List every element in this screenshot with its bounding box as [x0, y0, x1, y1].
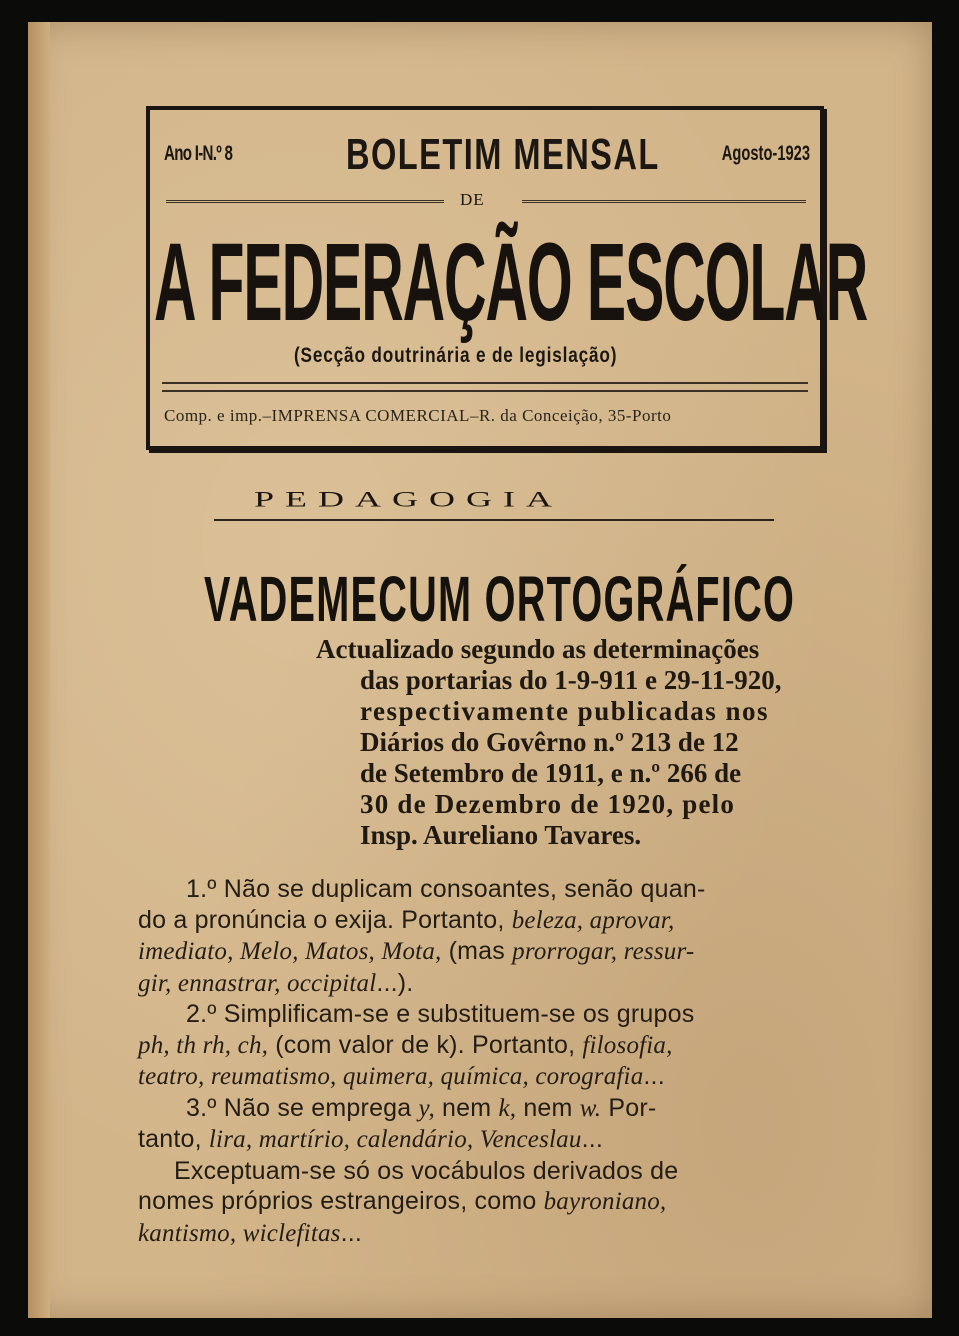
- subtitle-line: Diários do Govêrno n.º 213 de 12: [360, 727, 739, 757]
- rule-example: k,: [498, 1094, 517, 1122]
- section-underline: [214, 519, 774, 521]
- rule-example: gir, ennastrar, occipital: [138, 969, 377, 997]
- rule-text: tanto,: [138, 1125, 209, 1153]
- article-subtitle: [316, 634, 836, 851]
- rule-text: Simplificam-se e substituem-se os grupos: [223, 1000, 695, 1028]
- subtitle-line: das portarias do 1-9-911 e 29-11-920,: [360, 665, 782, 695]
- rule-number: 2.º: [186, 1000, 217, 1028]
- rule-example: w.: [579, 1094, 602, 1122]
- rule-number: 1.º: [186, 875, 217, 903]
- publication-name: A FEDERAÇÃO ESCOLAR: [154, 221, 868, 344]
- rule-1-line: [138, 874, 838, 905]
- rule-text: ...).: [376, 968, 414, 997]
- rule-2-line: [138, 1061, 838, 1093]
- rule-example: y,: [418, 1094, 435, 1122]
- rule-example: kantismo, wiclefitas: [138, 1219, 341, 1247]
- document-page: [28, 22, 932, 1318]
- section-heading: PEDAGOGIA: [254, 486, 563, 512]
- rule-example: imediato, Melo, Matos, Mota,: [138, 938, 442, 965]
- issue-number: Ano I-N.º 8: [164, 142, 233, 165]
- subtitle-line: respectivamente publicadas nos: [360, 696, 770, 726]
- exception-line: [138, 1218, 838, 1250]
- rule-text: (com valor de k). Portanto,: [268, 1030, 583, 1059]
- exception-line: [138, 1186, 838, 1218]
- rule-text: ...: [643, 1062, 665, 1090]
- rule-1-line: [138, 936, 838, 968]
- rule-example: filosofia,: [582, 1031, 673, 1059]
- subtitle-line: Actualizado segundo as determinações: [316, 634, 760, 664]
- rule-text: nomes próprios estrangeiros, como: [138, 1187, 544, 1215]
- exception-line: [138, 1156, 838, 1187]
- rule-text: do a pronúncia o exija. Portanto,: [138, 905, 512, 934]
- article-title: VADEMECUM ORTOGRÁFICO: [204, 563, 796, 635]
- rule-1-line: [138, 968, 838, 1000]
- rule-2-line: [138, 999, 838, 1030]
- rule-text: Não se emprega: [223, 1093, 419, 1122]
- rule-example: teatro, reumatismo, quimera, química, corografia: [138, 1063, 644, 1090]
- imprint-line: Comp. e imp.–IMPRENSA COMERCIAL–R. da Conceição, 35-Porto: [164, 406, 672, 425]
- rule-text: Por-: [601, 1093, 657, 1122]
- page-spine: [28, 22, 50, 1318]
- issue-date: Agosto-1923: [721, 142, 810, 165]
- rule-3-line: [138, 1124, 838, 1156]
- bulletin-title: BOLETIM MENSAL: [346, 130, 660, 179]
- masthead: [146, 106, 868, 450]
- rule-text: Exceptuam-se só os vocábulos derivados de: [174, 1156, 679, 1185]
- imprint-rule-bottom: [162, 390, 808, 392]
- rule-text: nem: [434, 1093, 499, 1122]
- imprint-rule-top: [162, 382, 808, 384]
- rule-example: prorrogar, ressur-: [512, 938, 695, 965]
- publication-subtitle: (Secção doutrinária e de legislação): [294, 344, 618, 367]
- rule-number: 3.º: [186, 1093, 217, 1122]
- rule-example: ph, th rh, ch,: [138, 1031, 269, 1059]
- rule-example: lira, martírio, calendário, Venceslau: [208, 1126, 582, 1153]
- rule-text: (mas: [441, 937, 513, 965]
- de-line-left: [166, 200, 444, 203]
- subtitle-line: Insp. Aureliano Tavares.: [360, 820, 642, 850]
- subtitle-line: de Setembro de 1911, e n.º 266 de: [360, 758, 742, 788]
- de-line-right: [522, 200, 806, 203]
- rule-1-line: [138, 905, 838, 937]
- rule-example: beleza, aprovar,: [511, 906, 675, 934]
- rule-2-line: [138, 1030, 838, 1062]
- rule-text: ...: [340, 1218, 363, 1247]
- rule-text: nem: [516, 1093, 580, 1122]
- de-label: DE: [460, 190, 485, 209]
- rule-3-line: [138, 1093, 838, 1125]
- rule-example: bayroniano,: [543, 1188, 667, 1215]
- article-body: [138, 874, 838, 1249]
- rule-text: ...: [581, 1125, 603, 1153]
- rule-text: Não se duplicam consoantes, senão quan-: [223, 875, 706, 903]
- subtitle-line: 30 de Dezembro de 1920, pelo: [360, 789, 736, 819]
- masthead-top-row: [150, 130, 820, 178]
